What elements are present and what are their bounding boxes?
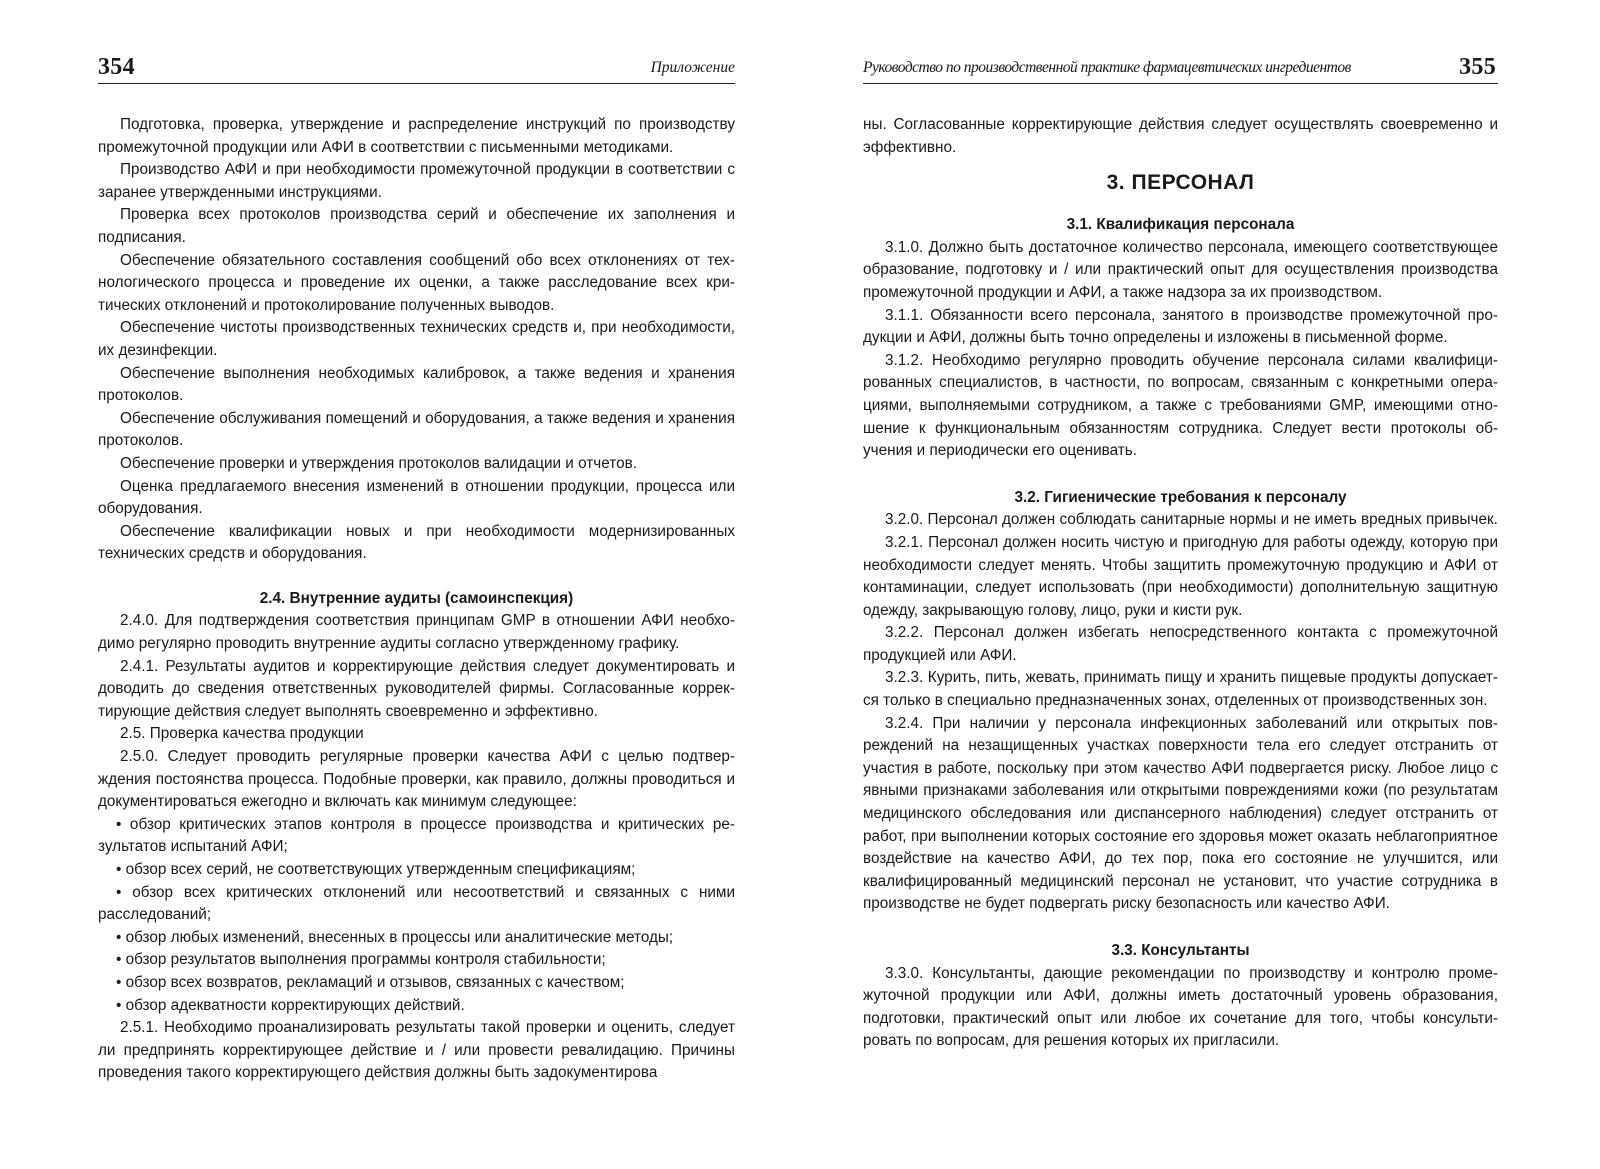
paragraph: Обеспечение обязательного составления сообщений обо всех отклонениях от технологического процесса и проведение их оценки, а также расследование всех критических отклонений и протоколирование полученных выводов.: [98, 251, 735, 314]
paragraph-3-1-1: 3.1.1. Обязанности всего персонала, занятого в производстве промежуточной продукции и АФИ, должны быть точно определены и изложены в письменной форме.: [863, 306, 1498, 347]
bullet-item: • обзор критических этапов контроля в процессе производства и критических результатов испытаний АФИ;: [98, 815, 735, 856]
paragraph-3-2-3: 3.2.3. Курить, пить, жевать, принимать пищу и хранить пищевые продукты допускается только в специально предназначенных зонах, отделенных от производственных зон.: [863, 669, 1498, 710]
running-head: Руководство по производственной практике фармацевтических ингредиентов: [863, 59, 1351, 76]
paragraph: Обеспечение квалификации новых и при необходимости модернизированных технических средств и оборудования.: [98, 522, 735, 563]
bullet-item: • обзор результатов выполнения программы контроля стабильности;: [116, 951, 606, 969]
left-page-header: [98, 50, 735, 84]
bullet-item: • обзор адекватности корректирующих действий.: [116, 996, 465, 1014]
bullet-item: • обзор всех критических отклонений или несоответствий и связанных с ними расследований;: [98, 883, 735, 924]
left-page: [98, 50, 735, 1085]
paragraph: Подготовка, проверка, утверждение и распределение инструкций по производству промежуточной продукции или АФИ в соответствии с письменными методиками.: [98, 116, 735, 156]
section-heading-2-5: 2.5. Проверка качества продукции: [120, 725, 364, 743]
paragraph: Проверка всех протоколов производства серий и обеспечение их заполнения и подписания.: [98, 206, 735, 246]
paragraph: Обеспечение проверки и утверждения протоколов валидации и отчетов.: [120, 454, 637, 472]
section-heading-3-2: 3.2. Гигиенические требования к персоналу: [1014, 488, 1347, 506]
paragraph-3-1-2: 3.1.2. Необходимо регулярно проводить обучение персонала силами квалифицированных специалистов, в частности, по вопросам, связанным с конкретными операциями, выполняемыми сотрудником, а также с требованиями GMP, имеющими отношение к функциональным обязанностям сотрудника. Следует вести протоколы обучения и периодически его оценивать.: [863, 351, 1498, 460]
paragraph-2-5-0: 2.5.0. Следует проводить регулярные проверки качества АФИ с целью подтверждения постоянства процесса. Подобные проверки, как правило, должны проводиться и документироваться ежегодно и включать как минимум следующее:: [98, 748, 735, 811]
bullet-item: • обзор любых изменений, внесенных в процессы или аналитические методы;: [116, 928, 674, 946]
section-heading-3-3: 3.3. Консультанты: [1111, 942, 1250, 959]
paragraph: Обеспечение обслуживания помещений и оборудования, а также ведения и хранения протоколов.: [98, 409, 735, 450]
paragraph: Обеспечение чистоты производственных технических средств и, при необходимости, их дезинфекции.: [98, 319, 735, 359]
paragraph-2-4-0: 2.4.0. Для подтверждения соответствия принципам GMP в отношении АФИ необходимо регулярно проводить внутренние аудиты согласно утвержденному графику.: [98, 612, 735, 653]
running-head: Приложение: [650, 59, 735, 76]
left-page-body: [98, 114, 735, 1085]
right-page-header: [863, 50, 1498, 84]
paragraph-3-2-1: 3.2.1. Персонал должен носить чистую и пригодную для работы одежду, которую при необходимости следует менять. Чтобы защитить промежуточную продукцию и АФИ от контаминации, следует использовать (при необходимости) дополнительную защитную одежду, закрывающую голову, лицо, руки и кисти рук.: [863, 533, 1498, 619]
paragraph: Производство АФИ и при необходимости промежуточной продукции в соответствии с заранее утвержденными инструкциями.: [98, 161, 735, 201]
paragraph-3-2-2: 3.2.2. Персонал должен избегать непосредственного контакта с промежуточной продукцией или АФИ.: [863, 624, 1498, 664]
right-page: [863, 50, 1498, 1053]
paragraph-2-5-1: 2.5.1. Необходимо проанализировать результаты такой проверки и оценить, следует ли предпринять корректирующее действие и / или провести ревалидацию. Причины проведения такого корректирующего действия должны быть задокументирова: [98, 1019, 735, 1082]
bullet-item: • обзор всех серий, не соответствующих утвержденным спецификациям;: [116, 861, 636, 878]
chapter-title: 3. ПЕРСОНАЛ: [1106, 171, 1255, 195]
paragraph-3-1-0: 3.1.0. Должно быть достаточное количество персонала, имеющего соответствующее образование, подготовку и / или практический опыт для осуществления производства промежуточной продукции и АФИ, а также надзора за их производством.: [863, 238, 1498, 301]
section-heading-2-4: 2.4. Внутренние аудиты (самоинспекция): [259, 589, 574, 607]
paragraph-3-3-0: 3.3.0. Консультанты, дающие рекомендации по производству и контролю промежуточной продукции или АФИ, должны иметь достаточный уровень образования, подготовки, практический опыт или любое их сочетание для того, чтобы консультировать по вопросам, для решения которых их пригласили.: [863, 964, 1498, 1050]
paragraph-3-2-0: 3.2.0. Персонал должен соблюдать санитарные нормы и не иметь вредных привычек.: [885, 511, 1498, 529]
right-page-body: [863, 114, 1498, 1053]
section-heading-3-1: 3.1. Квалификация персонала: [1066, 216, 1295, 234]
paragraph: Обеспечение выполнения необходимых калибровок, а также ведения и хранения протоколов.: [98, 364, 735, 405]
paragraph-2-4-1: 2.4.1. Результаты аудитов и корректирующие действия следует документировать и доводить до сведения ответственных руководителей фирмы. Согласованные корректирующие действия следует выполнять своевременно и эффективно.: [98, 657, 735, 720]
page-number: 355: [1459, 54, 1496, 80]
page-number: 354: [98, 54, 135, 80]
paragraph: Оценка предлагаемого внесения изменений в отношении продукции, процесса или оборудования.: [98, 477, 735, 518]
paragraph-3-2-4: 3.2.4. При наличии у персонала инфекционных заболеваний или открытых повреждений на незащищенных участках поверхности тела его следует отстранить от участия в работе, поскольку при этом качество АФИ подвергается риску. Любое лицо с явными признаками заболевания или открытыми повреждениями кожи (по результатам медицинского обследования или диспансерного наблюдения) следует отстранить от работ, при выполнении которых состояние его здоровья может оказать неблагоприятное воздействие на качество АФИ, до тех пор, пока его состояние не улучшится, или квалифицированный медицинский персонал не установит, что участие сотрудника в производстве не будет подвергать риску безопасность или качество АФИ.: [863, 714, 1498, 913]
continuation-paragraph: ны. Согласованные корректирующие действия следует осуществлять своевременно и эффективно.: [863, 116, 1498, 156]
bullet-item: • обзор всех возвратов, рекламаций и отзывов, связанных с качеством;: [116, 973, 625, 991]
